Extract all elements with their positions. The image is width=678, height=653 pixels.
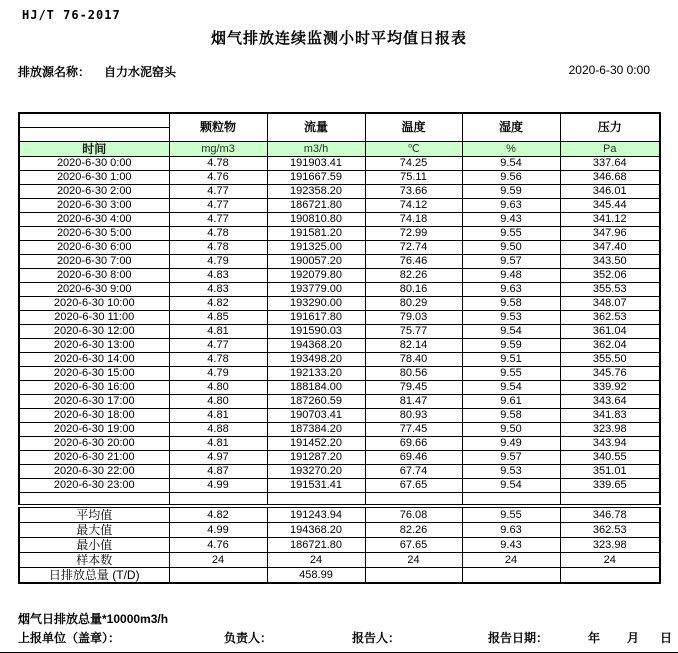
column-header-pressure: 压力 (560, 113, 660, 142)
summary-value (169, 568, 267, 584)
cell-value: 337.64 (560, 157, 660, 171)
cell-value: 343.94 (560, 437, 660, 451)
summary-label: 样本数 (19, 553, 169, 568)
cell-time: 2020-6-30 12:00 (19, 325, 169, 339)
cell-value: 362.04 (560, 339, 660, 353)
spacer-cell (560, 493, 660, 507)
cell-value: 4.77 (169, 339, 267, 353)
spacer-cell (19, 493, 169, 507)
spacer-row (19, 493, 660, 507)
total-emission-note: 烟气日排放总量*10000m3/h (18, 612, 169, 626)
cell-time: 2020-6-30 3:00 (19, 199, 169, 213)
cell-value: 81.47 (365, 395, 462, 409)
emission-source-name: 自力水泥窑头 (104, 65, 177, 79)
table-row (19, 157, 660, 171)
summary-value: 24 (267, 553, 365, 568)
cell-time: 2020-6-30 21:00 (19, 451, 169, 465)
column-header-particulate: 颗粒物 (169, 113, 267, 142)
report-date-label: 报告日期： (488, 631, 549, 645)
cell-value: 193270.20 (267, 465, 365, 479)
cell-value: 9.54 (462, 157, 560, 171)
cell-value: 9.53 (462, 311, 560, 325)
table-row (19, 283, 660, 297)
summary-value: 191243.94 (267, 506, 365, 523)
cell-value: 9.59 (462, 185, 560, 199)
cell-value: 77.45 (365, 423, 462, 437)
cell-value: 69.46 (365, 451, 462, 465)
cell-value: 67.65 (365, 479, 462, 493)
summary-row (19, 568, 660, 584)
cell-value: 348.07 (560, 297, 660, 311)
cell-value: 323.98 (560, 423, 660, 437)
unit-flow: m3/h (267, 142, 365, 157)
cell-time: 2020-6-30 8:00 (19, 269, 169, 283)
cell-value: 339.65 (560, 479, 660, 493)
cell-value: 4.97 (169, 451, 267, 465)
table-row (19, 395, 660, 409)
summary-value: 362.53 (560, 523, 660, 538)
cell-value: 80.29 (365, 297, 462, 311)
cell-value: 4.82 (169, 297, 267, 311)
time-column-header: 时间 (19, 142, 169, 157)
table-row (19, 241, 660, 255)
parameter-header-row (19, 113, 660, 142)
table-row (19, 171, 660, 185)
cell-time: 2020-6-30 2:00 (19, 185, 169, 199)
cell-value: 79.03 (365, 311, 462, 325)
cell-value: 75.77 (365, 325, 462, 339)
cell-value: 9.61 (462, 395, 560, 409)
cell-value: 191287.20 (267, 451, 365, 465)
table-row (19, 255, 660, 269)
cell-time: 2020-6-30 14:00 (19, 353, 169, 367)
cell-time: 2020-6-30 16:00 (19, 381, 169, 395)
summary-value: 67.65 (365, 538, 462, 553)
cell-value: 190703.41 (267, 409, 365, 423)
emission-source-line (18, 63, 176, 80)
cell-value: 194368.20 (267, 339, 365, 353)
cell-time: 2020-6-30 17:00 (19, 395, 169, 409)
cell-value: 191903.41 (267, 157, 365, 171)
cell-time: 2020-6-30 7:00 (19, 255, 169, 269)
unit-particulate: mg/m3 (169, 142, 267, 157)
cell-value: 73.66 (365, 185, 462, 199)
column-header-humidity: 湿度 (462, 113, 560, 142)
cell-value: 9.54 (462, 381, 560, 395)
cell-value: 190057.20 (267, 255, 365, 269)
column-header-temperature: 温度 (365, 113, 462, 142)
summary-value: 9.55 (462, 506, 560, 523)
cell-value: 9.48 (462, 269, 560, 283)
cell-time: 2020-6-30 13:00 (19, 339, 169, 353)
cell-value: 4.79 (169, 255, 267, 269)
cell-value: 4.77 (169, 185, 267, 199)
summary-label: 日排放总量 (T/D) (19, 568, 169, 584)
cell-value: 355.53 (560, 283, 660, 297)
summary-value: 186721.80 (267, 538, 365, 553)
cell-value: 9.57 (462, 255, 560, 269)
spacer-cell (462, 493, 560, 507)
standard-code: HJ/T 76-2017 (22, 8, 121, 22)
cell-value: 9.43 (462, 213, 560, 227)
cell-time: 2020-6-30 15:00 (19, 367, 169, 381)
month-label: 月 (627, 631, 640, 645)
cell-value: 4.79 (169, 367, 267, 381)
table-row (19, 437, 660, 451)
cell-value: 355.50 (560, 353, 660, 367)
cell-value: 9.55 (462, 227, 560, 241)
summary-value: 24 (560, 553, 660, 568)
cell-value: 186721.80 (267, 199, 365, 213)
cell-value: 9.51 (462, 353, 560, 367)
cell-time: 2020-6-30 23:00 (19, 479, 169, 493)
cell-value: 193779.00 (267, 283, 365, 297)
cell-value: 9.56 (462, 171, 560, 185)
summary-value: 24 (169, 553, 267, 568)
unit-header-row (19, 142, 660, 157)
unit-temperature: ℃ (365, 142, 462, 157)
spacer-cell (267, 493, 365, 507)
cell-value: 9.50 (462, 423, 560, 437)
cell-value: 82.14 (365, 339, 462, 353)
cell-value: 4.83 (169, 269, 267, 283)
cell-value: 4.87 (169, 465, 267, 479)
signature-row (0, 629, 678, 645)
cell-value: 4.81 (169, 437, 267, 451)
cell-value: 4.78 (169, 227, 267, 241)
monitoring-table (18, 112, 661, 584)
table-row (19, 297, 660, 311)
cell-value: 79.45 (365, 381, 462, 395)
table-row (19, 325, 660, 339)
cell-value: 340.55 (560, 451, 660, 465)
summary-value (365, 568, 462, 584)
cell-value: 341.12 (560, 213, 660, 227)
cell-value: 76.46 (365, 255, 462, 269)
cell-value: 72.74 (365, 241, 462, 255)
cell-value: 75.11 (365, 171, 462, 185)
cell-value: 193290.00 (267, 297, 365, 311)
summary-value: 4.99 (169, 523, 267, 538)
cell-value: 347.96 (560, 227, 660, 241)
summary-label: 平均值 (19, 506, 169, 523)
emission-source-label: 排放源名称： (18, 65, 91, 79)
cell-time: 2020-6-30 11:00 (19, 311, 169, 325)
cell-value: 4.88 (169, 423, 267, 437)
cell-value: 80.16 (365, 283, 462, 297)
cell-value: 191531.41 (267, 479, 365, 493)
cell-value: 4.78 (169, 241, 267, 255)
cell-time: 2020-6-30 18:00 (19, 409, 169, 423)
summary-value (462, 568, 560, 584)
cell-value: 192079.80 (267, 269, 365, 283)
cell-value: 4.76 (169, 171, 267, 185)
cell-value: 69.66 (365, 437, 462, 451)
cell-value: 4.99 (169, 479, 267, 493)
table-row (19, 367, 660, 381)
cell-value: 187384.20 (267, 423, 365, 437)
cell-value: 191590.03 (267, 325, 365, 339)
unit-pressure: Pa (560, 142, 660, 157)
cell-value: 347.40 (560, 241, 660, 255)
corner-cell-top (20, 114, 169, 128)
summary-row (19, 523, 660, 538)
cell-time: 2020-6-30 1:00 (19, 171, 169, 185)
cell-value: 4.81 (169, 325, 267, 339)
table-row (19, 227, 660, 241)
summary-body (19, 506, 660, 583)
summary-value: 76.08 (365, 506, 462, 523)
cell-value: 345.44 (560, 199, 660, 213)
summary-value: 194368.20 (267, 523, 365, 538)
cell-value: 191452.20 (267, 437, 365, 451)
spacer-cell (169, 493, 267, 507)
report-datetime: 2020-6-30 0:00 (568, 63, 650, 77)
reporter-label: 报告人： (352, 631, 401, 645)
cell-value: 191667.59 (267, 171, 365, 185)
summary-value: 9.63 (462, 523, 560, 538)
table-row (19, 199, 660, 213)
table-row (19, 479, 660, 493)
summary-value: 458.99 (267, 568, 365, 584)
cell-time: 2020-6-30 0:00 (19, 157, 169, 171)
corner-cell-bottom (20, 128, 169, 141)
responsible-label: 负责人： (224, 631, 273, 645)
cell-value: 341.83 (560, 409, 660, 423)
table-row (19, 451, 660, 465)
cell-value: 80.56 (365, 367, 462, 381)
cell-time: 2020-6-30 22:00 (19, 465, 169, 479)
cell-value: 9.59 (462, 339, 560, 353)
cell-time: 2020-6-30 10:00 (19, 297, 169, 311)
summary-row (19, 538, 660, 553)
cell-time: 2020-6-30 5:00 (19, 227, 169, 241)
cell-value: 9.55 (462, 367, 560, 381)
column-header-flow: 流量 (267, 113, 365, 142)
cell-value: 191325.00 (267, 241, 365, 255)
cell-value: 4.85 (169, 311, 267, 325)
cell-value: 352.06 (560, 269, 660, 283)
summary-value: 323.98 (560, 538, 660, 553)
cell-value: 343.64 (560, 395, 660, 409)
cell-value: 339.92 (560, 381, 660, 395)
cell-value: 346.68 (560, 171, 660, 185)
summary-label: 最大值 (19, 523, 169, 538)
cell-value: 193498.20 (267, 353, 365, 367)
summary-row (19, 553, 660, 568)
cell-value: 351.01 (560, 465, 660, 479)
summary-value: 9.43 (462, 538, 560, 553)
summary-label: 最小值 (19, 538, 169, 553)
hourly-data-body (19, 157, 660, 493)
table-row (19, 269, 660, 283)
cell-value: 4.83 (169, 283, 267, 297)
table-row (19, 423, 660, 437)
cell-value: 9.63 (462, 283, 560, 297)
cell-value: 74.18 (365, 213, 462, 227)
cell-value: 190810.80 (267, 213, 365, 227)
summary-value: 82.26 (365, 523, 462, 538)
table-row (19, 185, 660, 199)
cell-value: 9.54 (462, 325, 560, 339)
cell-value: 9.57 (462, 451, 560, 465)
cell-value: 78.40 (365, 353, 462, 367)
cell-time: 2020-6-30 4:00 (19, 213, 169, 227)
cell-value: 80.93 (365, 409, 462, 423)
page-title: 烟气排放连续监测小时平均值日报表 (210, 30, 467, 47)
year-label: 年 (588, 631, 601, 645)
cell-value: 9.53 (462, 465, 560, 479)
table-row (19, 465, 660, 479)
table-row (19, 381, 660, 395)
cell-value: 346.01 (560, 185, 660, 199)
cell-value: 9.49 (462, 437, 560, 451)
cell-time: 2020-6-30 6:00 (19, 241, 169, 255)
summary-value: 4.82 (169, 506, 267, 523)
cell-time: 2020-6-30 20:00 (19, 437, 169, 451)
corner-cell (19, 113, 169, 142)
cell-value: 9.58 (462, 297, 560, 311)
table-row (19, 409, 660, 423)
summary-row (19, 506, 660, 523)
cell-value: 82.26 (365, 269, 462, 283)
table-row (19, 339, 660, 353)
cell-value: 9.50 (462, 241, 560, 255)
day-label: 日 (660, 631, 673, 645)
spacer-cell (365, 493, 462, 507)
cell-value: 4.77 (169, 213, 267, 227)
cell-value: 74.25 (365, 157, 462, 171)
cell-value: 4.78 (169, 353, 267, 367)
cell-value: 4.81 (169, 409, 267, 423)
cell-value: 9.58 (462, 409, 560, 423)
cell-value: 4.77 (169, 199, 267, 213)
summary-value: 24 (462, 553, 560, 568)
cell-value: 187260.59 (267, 395, 365, 409)
cell-value: 188184.00 (267, 381, 365, 395)
cell-value: 4.78 (169, 157, 267, 171)
cell-value: 67.74 (365, 465, 462, 479)
table-row (19, 353, 660, 367)
table-row (19, 311, 660, 325)
summary-value (560, 568, 660, 584)
cell-value: 4.80 (169, 395, 267, 409)
table-row (19, 213, 660, 227)
cell-value: 362.53 (560, 311, 660, 325)
cell-value: 9.54 (462, 479, 560, 493)
summary-value: 346.78 (560, 506, 660, 523)
cell-value: 191617.80 (267, 311, 365, 325)
cell-value: 192133.20 (267, 367, 365, 381)
cell-value: 72.99 (365, 227, 462, 241)
cell-value: 74.12 (365, 199, 462, 213)
cell-value: 9.63 (462, 199, 560, 213)
report-unit-label: 上报单位（盖章）： (18, 631, 121, 645)
summary-value: 24 (365, 553, 462, 568)
cell-time: 2020-6-30 9:00 (19, 283, 169, 297)
cell-value: 361.04 (560, 325, 660, 339)
cell-value: 192358.20 (267, 185, 365, 199)
unit-humidity: % (462, 142, 560, 157)
spacer-section (19, 493, 660, 507)
cell-value: 343.50 (560, 255, 660, 269)
cell-value: 4.80 (169, 381, 267, 395)
cell-value: 191581.20 (267, 227, 365, 241)
cell-time: 2020-6-30 19:00 (19, 423, 169, 437)
cell-value: 345.76 (560, 367, 660, 381)
summary-value: 4.76 (169, 538, 267, 553)
